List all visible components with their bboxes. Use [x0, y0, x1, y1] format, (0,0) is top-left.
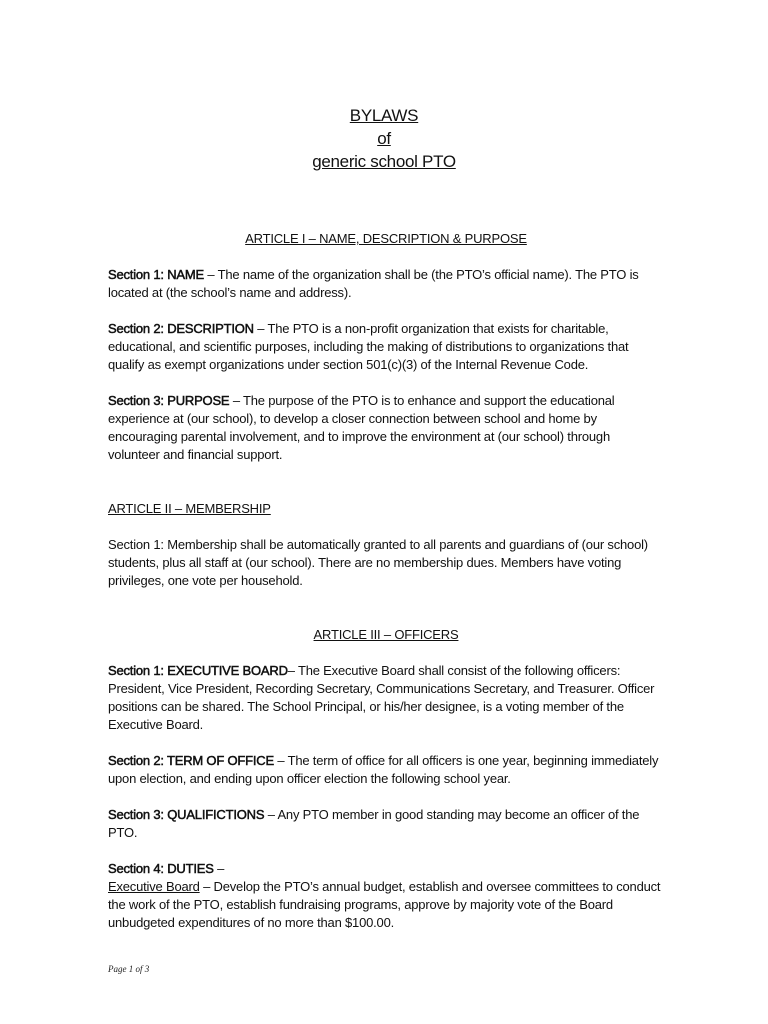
- section-label: Section 4: DUTIES: [108, 861, 214, 876]
- article-2-heading: ARTICLE II – MEMBERSHIP: [108, 501, 271, 516]
- section-label: Section 1: NAME: [108, 267, 204, 282]
- section-label: Section 2: TERM OF OFFICE: [108, 753, 274, 768]
- section-text: – The PTO is a non-profit organization that exists for charitable, educational, and scientific purposes, including the making of distributions to organizations that qualify as exempt organizations under section 501(c)(3) of the Internal Revenue Code.: [108, 321, 629, 372]
- section-label: Section 2: DESCRIPTION: [108, 321, 254, 336]
- article-1-heading: ARTICLE I – NAME, DESCRIPTION & PURPOSE: [245, 231, 527, 246]
- page-number: Page 1 of 3: [108, 964, 150, 974]
- article-1-section-1: [108, 266, 664, 302]
- article-3-section-3: [108, 806, 664, 842]
- subsection-text: – Develop the PTO’s annual budget, establish and oversee committees to conduct the work of the PTO, establish fundraising programs, approve by majority vote of the Board unbudgeted expenditures of no more than $100.00.: [108, 879, 661, 930]
- document-body: [108, 230, 664, 932]
- article-3-section-4: [108, 860, 664, 878]
- section-label: Section 3: QUALIFICTIONS: [108, 807, 265, 822]
- document-title: [0, 104, 768, 173]
- subsection-label: Executive Board: [108, 879, 200, 894]
- section-text: – The name of the organization shall be (the PTO’s official name). The PTO is located at (the school’s name and address).: [108, 267, 639, 300]
- article-3-section-1: [108, 662, 664, 734]
- section-label: Section 3: PURPOSE: [108, 393, 230, 408]
- article-1-section-3: [108, 392, 664, 464]
- title-line-2: of: [377, 129, 391, 148]
- section-suffix: –: [213, 861, 225, 876]
- article-1-section-2: [108, 320, 664, 374]
- section-label: Section 1: EXECUTIVE BOARD: [108, 663, 288, 678]
- section-text: – The term of office for all officers is one year, beginning immediately upon election, and ending upon officer election the following school year.: [108, 753, 659, 786]
- article-3-section-2: [108, 752, 664, 788]
- title-line-1: BYLAWS: [349, 106, 419, 125]
- section-text: – Any PTO member in good standing may become an officer of the PTO.: [108, 807, 640, 840]
- section-text: – The purpose of the PTO is to enhance and support the educational experience at (our school), to develop a closer connection between school and home by encouraging parental involvement, and to improve the environment at (our school) through volunteer and financial support.: [108, 393, 615, 462]
- article-3-heading: ARTICLE III – OFFICERS: [313, 627, 459, 642]
- title-line-3: generic school PTO: [312, 152, 456, 171]
- section-text: – The Executive Board shall consist of the following officers: President, Vice President, Recording Secretary, Communications Secretary, and Treasurer. Officer positions can be shared. The School Principal, or his/her designee, is a voting member of the Executive Board.: [108, 663, 655, 732]
- article-2-section-1: Section 1: Membership shall be automatically granted to all parents and guardians of (our school) students, plus all staff at (our school). There are no membership dues. Members have voting privileges, one vote per household.: [108, 537, 648, 588]
- article-3-section-4-executive-board: [108, 878, 664, 932]
